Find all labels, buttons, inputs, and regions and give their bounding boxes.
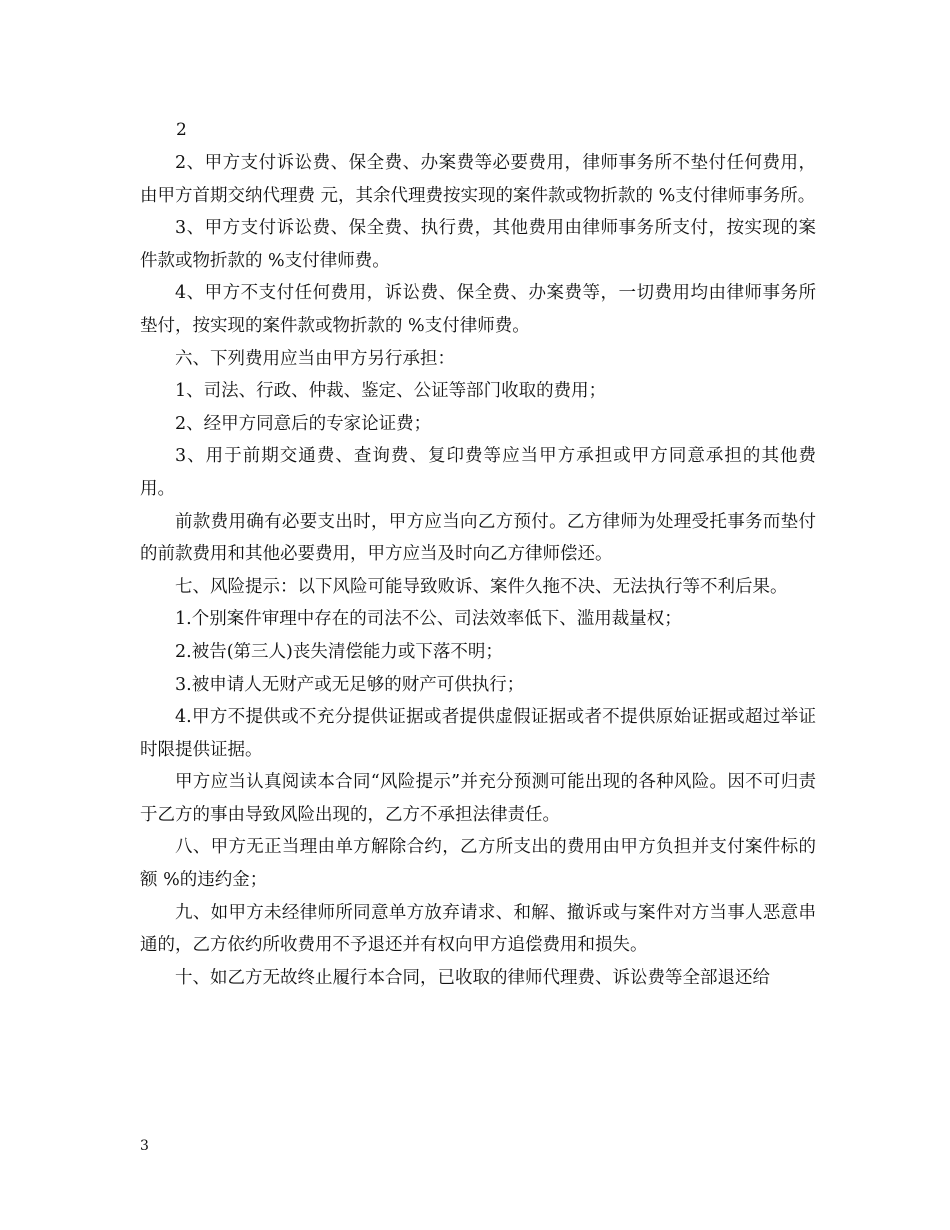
paragraph-fee-option-3: 3、甲方支付诉讼费、保全费、执行费，其他费用由律师事务所支付，按实现的案件款或物折款的 %支付律师费。 — [140, 218, 816, 271]
section-7-heading: 七、风险提示：以下风险可能导致败诉、案件久拖不决、无法执行等不利后果。 — [175, 576, 788, 597]
paragraph-cost-2: 2、经甲方同意后的专家论证费； — [175, 413, 432, 434]
paragraph-cost-3: 3、用于前期交通费、查询费、复印费等应当甲方承担或甲方同意承担的其他费用。 — [140, 446, 816, 499]
paragraph-risk-4: 4.甲方不提供或不充分提供证据或者提供虚假证据或者不提供原始证据或超过举证时限提供证据。 — [140, 707, 816, 760]
section-10: 十、如乙方无故终止履行本合同，已收取的律师代理费、诉讼费等全部退还给 — [175, 967, 770, 988]
paragraph-risk-notice: 甲方应当认真阅读本合同“风险提示”并充分预测可能出现的各种风险。因不可归责于乙方的事由导致风险出现的，乙方不承担法律责任。 — [140, 772, 816, 825]
section-9: 九、如甲方未经律师所同意单方放弃请求、和解、撤诉或与案件对方当事人恶意串通的，乙方依约所收费用不予退还并有权向甲方追偿费用和损失。 — [140, 902, 816, 956]
footer-page-number: 3 — [140, 1138, 149, 1154]
contract-body — [140, 147, 816, 994]
paragraph-risk-2: 2.被告(第三人)丧失清偿能力或下落不明； — [175, 641, 503, 662]
header-page-number: 2 — [176, 120, 187, 140]
paragraph-fee-option-2: 2、甲方支付诉讼费、保全费、办案费等必要费用，律师事务所不垫付任何费用，由甲方首期交纳代理费 元，其余代理费按实现的案件款或物折款的 %支付律师事务所。 — [140, 153, 816, 206]
section-6-heading: 六、下列费用应当由甲方另行承担： — [175, 348, 455, 369]
paragraph-risk-3: 3.被申请人无财产或无足够的财产可供执行； — [175, 674, 525, 695]
section-8: 八、甲方无正当理由单方解除合约，乙方所支出的费用由甲方负担并支付案件标的额 %的违约金； — [140, 837, 816, 891]
paragraph-cost-1: 1、司法、行政、仲裁、鉴定、公证等部门收取的费用； — [175, 381, 607, 402]
paragraph-fee-option-4: 4、甲方不支付任何费用，诉讼费、保全费、办案费等，一切费用均由律师事务所垫付，按实现的案件款或物折款的 %支付律师费。 — [140, 283, 816, 336]
paragraph-risk-1: 1.个别案件审理中存在的司法不公、司法效率低下、滥用裁量权； — [175, 609, 682, 630]
paragraph-prepayment: 前款费用确有必要支出时，甲方应当向乙方预付。乙方律师为处理受托事务而垫付的前款费用和其他必要费用，甲方应当及时向乙方律师偿还。 — [140, 511, 816, 565]
